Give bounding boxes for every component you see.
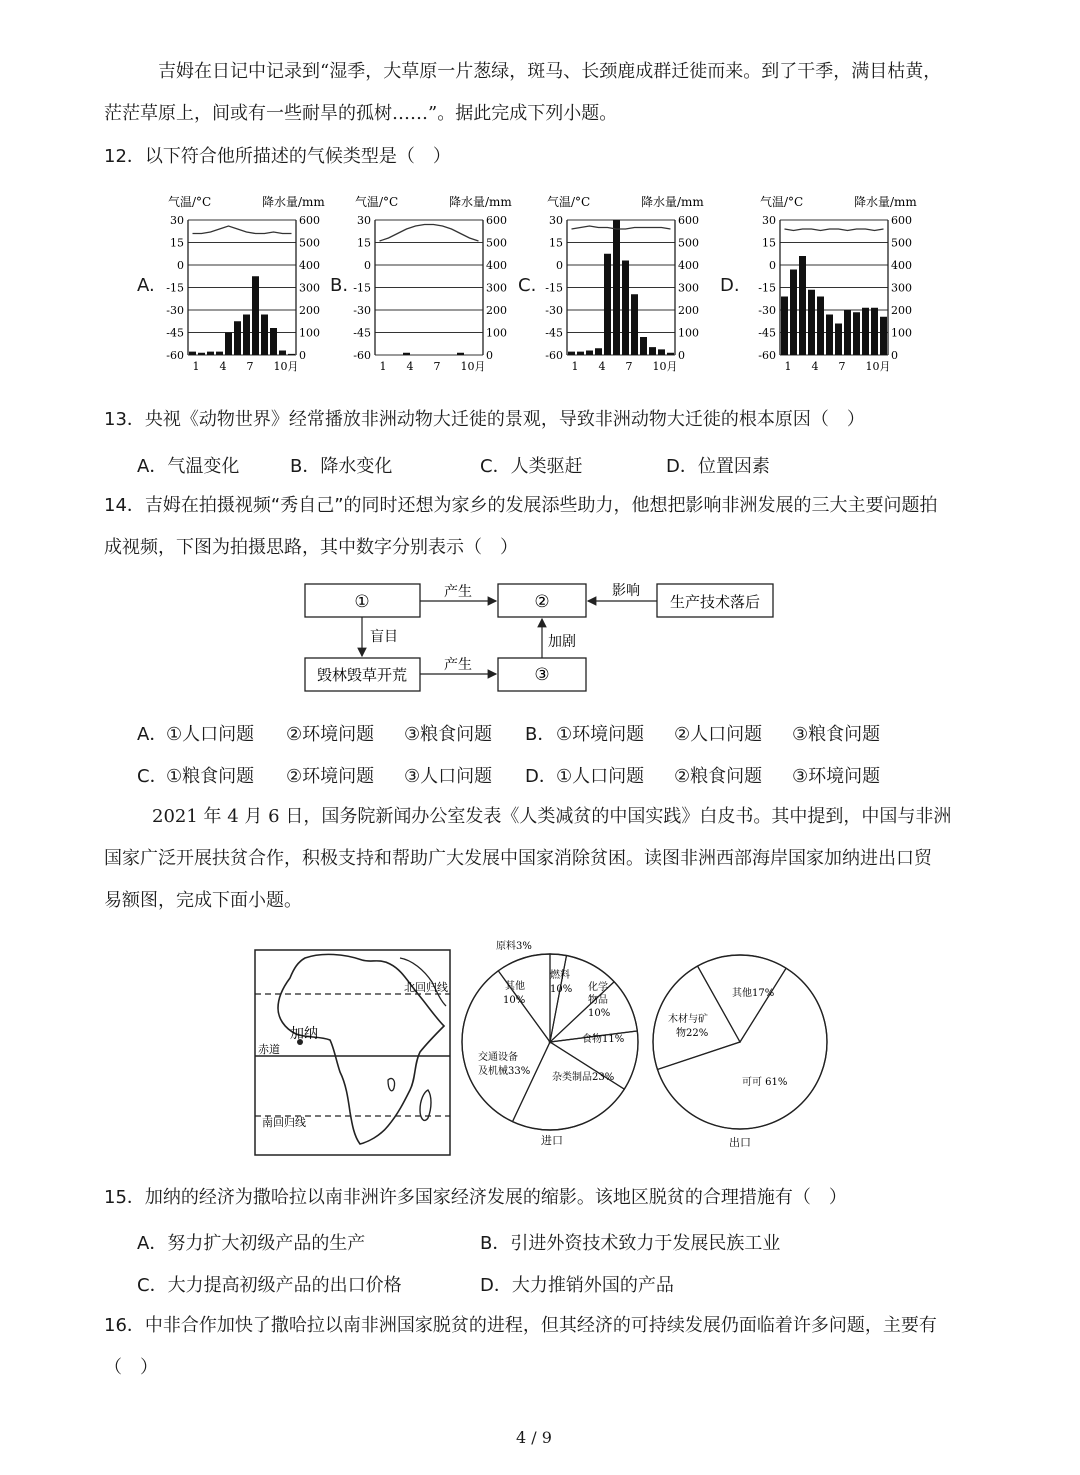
climate-chart-b <box>353 194 512 373</box>
q13-option-a[interactable]: A．气温变化 <box>137 456 240 477</box>
precip-bar <box>207 352 214 355</box>
precip-tick-label: 600 <box>299 214 320 227</box>
month-tick-label: 7 <box>433 360 441 373</box>
precip-bar <box>799 256 806 355</box>
temp-tick-label: -60 <box>353 349 371 362</box>
q12-option-d-label: D. <box>720 275 740 296</box>
precip-tick-label: 300 <box>891 281 912 295</box>
precip-tick-label: 400 <box>299 259 320 272</box>
climate-chart-d <box>758 194 917 373</box>
flow-arrow-4-3-label: 产生 <box>444 657 472 673</box>
q16-stem: 16．中非合作加快了撒哈拉以南非洲国家脱贫的进程，但其经济的可持续发展仍面临着许多问题，主要有 <box>104 1315 937 1336</box>
flow-box-4-text: 毁林毁草开荒 <box>316 666 408 684</box>
precip-bar <box>826 315 833 356</box>
month-tick-label: 10月 <box>273 360 299 373</box>
temp-tick-label: -60 <box>545 349 563 362</box>
climate-chart-a <box>166 194 325 373</box>
precip-bar <box>613 220 620 355</box>
precip-tick-label: 400 <box>891 259 912 272</box>
precip-bar <box>640 337 647 355</box>
month-tick-label: 4 <box>219 360 227 373</box>
flow-arrow-5-2-label: 影响 <box>612 583 640 599</box>
temp-tick-label: -30 <box>353 304 371 317</box>
import-label-chem-3: 10% <box>588 1008 611 1019</box>
export-pie <box>653 955 827 1129</box>
q14-option-d-1: ①人口问题 <box>556 766 645 787</box>
flow-arrow-1-4-label: 盲目 <box>370 629 398 645</box>
precip-bar <box>853 312 860 355</box>
precip-bar <box>586 351 593 356</box>
month-tick-label: 7 <box>246 360 254 373</box>
climate-charts <box>0 180 1080 580</box>
precip-tick-label: 100 <box>678 326 699 340</box>
import-label-chem-1: 化学 <box>588 982 608 993</box>
precip-tick-label: 100 <box>299 326 320 340</box>
q14-option-c-1: ①粮食问题 <box>166 766 255 787</box>
precip-bar <box>252 276 259 355</box>
precip-bar <box>604 254 611 355</box>
flow-box-2-text: ② <box>534 592 550 612</box>
precip-bar <box>817 297 824 356</box>
axis-temp-label: 气温/°C <box>547 195 591 209</box>
q14-option-a-2: ②环境问题 <box>286 724 375 745</box>
precip-tick-label: 600 <box>678 214 699 227</box>
q16-paren: （ ） <box>104 1357 158 1378</box>
q12-option-b-label: B. <box>330 275 349 296</box>
import-label-trans-2: 及机械33% <box>478 1066 531 1077</box>
q15-option-a[interactable]: A．努力扩大初级产品的生产 <box>137 1233 366 1254</box>
temp-tick-label: 0 <box>364 259 371 272</box>
import-title: 进口 <box>541 1134 563 1147</box>
q15-option-b[interactable]: B．引进外资技术致力于发展民族工业 <box>480 1233 781 1254</box>
precip-bar <box>457 353 464 355</box>
precip-tick-label: 0 <box>299 349 306 362</box>
import-label-chem-2: 物品 <box>588 995 608 1006</box>
month-tick-label: 4 <box>811 360 819 373</box>
intro2-line-2: 国家广泛开展扶贫合作，积极支持和帮助广大发展中国家消除贫困。读图非洲西部海岸国家加纳进出口贸 <box>104 848 932 869</box>
temp-tick-label: -15 <box>758 281 776 295</box>
month-tick-label: 7 <box>838 360 846 373</box>
temp-tick-label: 15 <box>170 236 184 250</box>
flow-arrow-1-2-label: 产生 <box>444 584 472 600</box>
month-tick-label: 1 <box>571 360 579 373</box>
month-tick-label: 10月 <box>865 360 891 373</box>
precip-bar <box>568 352 575 355</box>
axis-precip-label: 降水量/mm <box>641 195 704 209</box>
precip-tick-label: 400 <box>678 259 699 272</box>
temp-tick-label: -45 <box>353 326 371 340</box>
q14-stem-line-2: 成视频，下图为拍摄思路，其中数字分别表示（ ） <box>104 537 518 558</box>
precip-tick-label: 0 <box>486 349 493 362</box>
precip-bar <box>403 353 410 355</box>
q14-option-a-letter[interactable]: A． <box>137 724 168 745</box>
precip-tick-label: 500 <box>299 236 320 250</box>
q13-option-c[interactable]: C．人类驱赶 <box>480 456 583 477</box>
export-label-wood-1: 木材与矿 <box>668 1014 708 1025</box>
month-tick-label: 1 <box>784 360 792 373</box>
temp-tick-label: -60 <box>166 349 184 362</box>
precip-bar <box>862 308 869 355</box>
import-label-raw: 原料3% <box>496 941 532 952</box>
precip-bar <box>243 315 250 356</box>
precip-tick-label: 300 <box>486 281 507 295</box>
temp-tick-label: -30 <box>758 304 776 317</box>
q13-option-d[interactable]: D．位置因素 <box>666 456 770 477</box>
temperature-line <box>380 225 479 242</box>
q14-option-a-1: ①人口问题 <box>166 724 255 745</box>
precip-bar <box>835 324 842 356</box>
temperature-line <box>785 229 884 231</box>
precip-bar <box>880 317 887 355</box>
temp-tick-label: 0 <box>769 259 776 272</box>
intro2-line-1: 2021 年 4 月 6 日，国务院新闻办公室发表《人类减贫的中国实践》白皮书。其中提到，中国与非洲 <box>152 806 952 827</box>
precip-tick-label: 500 <box>678 236 699 250</box>
axis-precip-label: 降水量/mm <box>449 195 512 209</box>
month-tick-label: 4 <box>406 360 414 373</box>
precip-tick-label: 300 <box>678 281 699 295</box>
q14-option-d-2: ②粮食问题 <box>674 766 763 787</box>
map-north-tropic-label: 北回归线 <box>404 981 448 994</box>
trade-figure <box>0 930 1080 1160</box>
precip-tick-label: 500 <box>486 236 507 250</box>
q13-stem: 13．央视《动物世界》经常播放非洲动物大迁徙的景观，导致非洲动物大迁徙的根本原因（ ） <box>104 409 865 430</box>
temp-tick-label: -15 <box>545 281 563 295</box>
temp-tick-label: 15 <box>549 236 563 250</box>
precip-bar <box>261 315 268 356</box>
q14-option-d-3: ③环境问题 <box>792 766 881 787</box>
page-number: 4 / 9 <box>516 1428 552 1447</box>
temp-tick-label: -45 <box>758 326 776 340</box>
q15-stem: 15．加纳的经济为撒哈拉以南非洲许多国家经济发展的缩影。该地区脱贫的合理措施有（ ） <box>104 1187 847 1208</box>
precip-bar <box>781 297 788 356</box>
intro-line-2: 茫茫草原上，间或有一些耐旱的孤树……”。据此完成下列小题。 <box>104 103 618 124</box>
flow-box-3-text: ③ <box>534 665 550 685</box>
q14-option-c-3: ③人口问题 <box>404 766 493 787</box>
temp-tick-label: 30 <box>549 214 563 227</box>
month-tick-label: 4 <box>598 360 606 373</box>
temp-tick-label: 30 <box>762 214 776 227</box>
temp-tick-label: -45 <box>166 326 184 340</box>
q15-option-c[interactable]: C．大力提高初级产品的出口价格 <box>137 1275 402 1296</box>
axis-temp-label: 气温/°C <box>355 195 399 209</box>
import-label-fuel-2: 10% <box>550 984 573 995</box>
precip-bar <box>844 310 851 355</box>
temp-tick-label: -15 <box>353 281 371 295</box>
precip-tick-label: 200 <box>891 304 912 317</box>
month-tick-label: 7 <box>625 360 633 373</box>
temp-tick-label: -30 <box>545 304 563 317</box>
q14-option-b-letter[interactable]: B． <box>525 724 556 745</box>
import-label-other-2: 10% <box>503 995 526 1006</box>
precip-tick-label: 200 <box>299 304 320 317</box>
precip-bar <box>871 308 878 355</box>
month-tick-label: 10月 <box>460 360 486 373</box>
q14-option-b-2: ②人口问题 <box>674 724 763 745</box>
import-label-other-1: 其他 <box>505 981 525 992</box>
precip-bar <box>631 294 638 355</box>
q12-option-c-label: C. <box>518 275 537 296</box>
temp-tick-label: -60 <box>758 349 776 362</box>
month-tick-label: 1 <box>192 360 200 373</box>
import-label-food: 食物11% <box>582 1034 625 1045</box>
precip-tick-label: 600 <box>486 214 507 227</box>
precip-tick-label: 200 <box>678 304 699 317</box>
axis-temp-label: 气温/°C <box>168 195 212 209</box>
q12-stem: 12．以下符合他所描述的气候类型是（ ） <box>104 146 451 167</box>
precip-tick-label: 0 <box>891 349 898 362</box>
precip-bar <box>234 321 241 355</box>
temp-tick-label: 0 <box>556 259 563 272</box>
precip-bar <box>649 347 656 355</box>
q14-option-a-3: ③粮食问题 <box>404 724 493 745</box>
temp-tick-label: -30 <box>166 304 184 317</box>
temp-tick-label: -45 <box>545 326 563 340</box>
map-country-label: 加纳 <box>290 1026 318 1042</box>
export-label-other: 其他17% <box>732 988 775 999</box>
month-tick-label: 1 <box>379 360 387 373</box>
q14-option-b-3: ③粮食问题 <box>792 724 881 745</box>
temperature-line <box>193 226 292 234</box>
temp-tick-label: 15 <box>357 236 371 250</box>
precip-tick-label: 200 <box>486 304 507 317</box>
temperature-line <box>572 226 671 229</box>
axis-precip-label: 降水量/mm <box>262 195 325 209</box>
precip-bar <box>658 349 665 355</box>
precip-tick-label: 600 <box>891 214 912 227</box>
import-label-misc: 杂类制品23% <box>552 1072 615 1083</box>
precip-bar <box>225 333 232 356</box>
q13-option-b[interactable]: B．降水变化 <box>290 456 393 477</box>
q12-option-a-label: A. <box>137 275 155 296</box>
precip-tick-label: 500 <box>891 236 912 250</box>
q14-stem-line-1: 14．吉姆在拍摄视频“秀自己”的同时还想为家乡的发展添些助力，他想把影响非洲发展的三大主要问题拍 <box>104 495 938 516</box>
temp-tick-label: -15 <box>166 281 184 295</box>
precip-bar <box>622 261 629 356</box>
precip-tick-label: 100 <box>486 326 507 340</box>
q14-option-c-letter[interactable]: C． <box>137 766 168 787</box>
import-label-fuel-1: 燃料 <box>550 970 570 981</box>
flowchart <box>0 570 1080 710</box>
intro-line-1: 吉姆在日记中记录到“湿季，大草原一片葱绿，斑马、长颈鹿成群迁徙而来。到了干季，满目枯黄， <box>158 61 942 82</box>
precip-bar <box>270 328 277 355</box>
temp-tick-label: 15 <box>762 236 776 250</box>
axis-temp-label: 气温/°C <box>760 195 804 209</box>
precip-tick-label: 400 <box>486 259 507 272</box>
export-label-wood-2: 物22% <box>676 1028 709 1039</box>
temp-tick-label: 30 <box>357 214 371 227</box>
lake-outline <box>388 1078 395 1090</box>
q15-option-d[interactable]: D．大力推销外国的产品 <box>480 1275 674 1296</box>
axis-precip-label: 降水量/mm <box>854 195 917 209</box>
q14-option-b-1: ①环境问题 <box>556 724 645 745</box>
precip-bar <box>198 353 205 355</box>
precip-bar <box>189 352 196 355</box>
flow-box-5-text: 生产技术落后 <box>669 593 761 611</box>
precip-bar <box>790 270 797 356</box>
intro2-line-3: 易额图，完成下面小题。 <box>104 890 302 911</box>
map-equator-label: 赤道 <box>258 1043 280 1056</box>
q14-option-c-2: ②环境问题 <box>286 766 375 787</box>
precip-bar <box>808 290 815 355</box>
q14-option-d-letter[interactable]: D． <box>525 766 557 787</box>
precip-bar <box>288 354 295 355</box>
temp-tick-label: 0 <box>177 259 184 272</box>
precip-bar <box>577 352 584 355</box>
flow-arrow-3-2-label: 加剧 <box>548 634 576 650</box>
map-south-tropic-label: 南回归线 <box>262 1116 306 1129</box>
precip-bar <box>279 351 286 356</box>
precip-tick-label: 100 <box>891 326 912 340</box>
precip-bar <box>595 348 602 355</box>
precip-tick-label: 0 <box>678 349 685 362</box>
precip-bar <box>216 352 223 355</box>
export-title: 出口 <box>729 1136 751 1149</box>
climate-chart-c <box>545 194 704 373</box>
temp-tick-label: 30 <box>170 214 184 227</box>
precip-bar <box>667 353 674 355</box>
import-label-trans-1: 交通设备 <box>478 1052 518 1063</box>
month-tick-label: 10月 <box>652 360 678 373</box>
export-label-cocoa: 可可 61% <box>742 1077 788 1088</box>
flow-box-1-text: ① <box>354 592 370 612</box>
precip-tick-label: 300 <box>299 281 320 295</box>
